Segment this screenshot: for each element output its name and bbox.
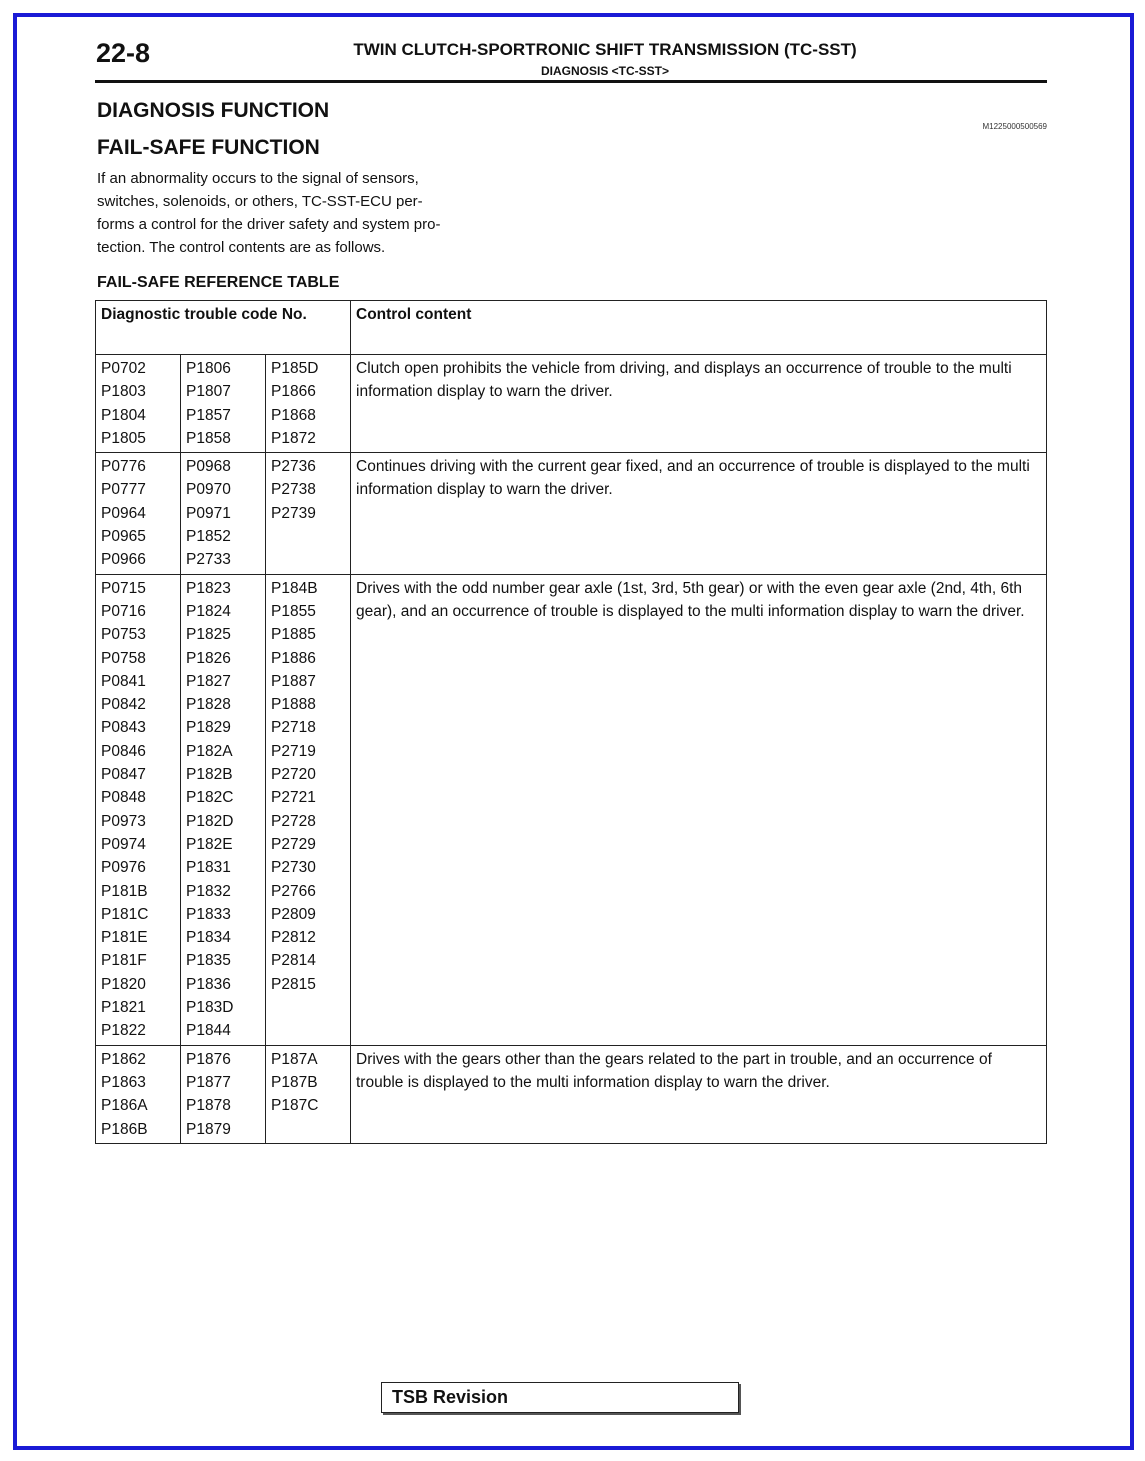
dtc-code: P1806 — [186, 360, 231, 377]
dtc-code: P2812 — [271, 929, 316, 947]
dtc-code-cell — [181, 574, 266, 1045]
dtc-code: P181F — [101, 952, 147, 970]
dtc-code-cell — [96, 355, 181, 453]
intro-line: tection. The control contents are as follows. — [97, 239, 386, 256]
dtc-code: P2720 — [271, 766, 316, 784]
dtc-code: P0971 — [186, 504, 231, 522]
dtc-code: P182A — [186, 742, 233, 760]
dtc-code-cell — [181, 453, 266, 574]
dtc-code: P186B — [101, 1120, 148, 1138]
table-title: FAIL-SAFE REFERENCE TABLE — [97, 274, 340, 291]
dtc-code: P1834 — [186, 929, 231, 947]
dtc-code: P1820 — [101, 975, 146, 993]
document-id: M1225000500569 — [982, 122, 1047, 131]
dtc-code: P1885 — [271, 626, 316, 644]
table-row — [96, 1045, 1047, 1143]
dtc-code: P187C — [271, 1097, 319, 1115]
table-row — [96, 355, 1047, 453]
dtc-code: P1803 — [101, 383, 146, 401]
dtc-code: P1828 — [186, 696, 231, 714]
dtc-code: P1887 — [271, 672, 316, 690]
dtc-code: P0964 — [101, 504, 146, 522]
dtc-code: P1822 — [101, 1022, 146, 1040]
intro-line: If an abnormality occurs to the signal of sensors, — [97, 170, 419, 187]
dtc-code: P181C — [101, 905, 149, 923]
dtc-code: P0758 — [101, 649, 146, 667]
dtc-code: P0715 — [101, 579, 146, 597]
dtc-code-cell — [266, 1045, 351, 1143]
dtc-code: P1833 — [186, 905, 231, 923]
dtc-code-cell — [96, 1045, 181, 1143]
dtc-code: P0841 — [101, 672, 146, 690]
dtc-code: P2733 — [186, 551, 231, 569]
dtc-code: P187B — [271, 1073, 318, 1091]
dtc-code: P1877 — [186, 1073, 231, 1091]
control-content-cell: Clutch open prohibits the vehicle from driving, and displays an occurrence of trouble to the multi information display to warn the driver. — [351, 355, 1047, 453]
dtc-code-cell — [266, 355, 351, 453]
dtc-code: P1825 — [186, 626, 231, 644]
dtc-code: P2815 — [271, 975, 316, 993]
dtc-code: P2766 — [271, 882, 316, 900]
dtc-code: P182B — [186, 766, 233, 784]
dtc-code: P2718 — [271, 719, 316, 737]
dtc-code: P0965 — [101, 528, 146, 546]
dtc-code: P0966 — [101, 551, 146, 569]
dtc-code: P181B — [101, 882, 148, 900]
dtc-code: P1863 — [101, 1073, 146, 1091]
dtc-code: P1855 — [271, 602, 316, 620]
dtc-code: P1866 — [271, 383, 316, 401]
dtc-code: P2814 — [271, 952, 316, 970]
dtc-code: P0753 — [101, 626, 146, 644]
dtc-code: P0847 — [101, 766, 146, 784]
dtc-code: P2719 — [271, 742, 316, 760]
dtc-code: P1852 — [186, 528, 231, 546]
header-dtc: Diagnostic trouble code No. — [96, 301, 351, 355]
dtc-code: P1888 — [271, 696, 316, 714]
dtc-code: P0843 — [101, 719, 146, 737]
page-number: 22-8 — [96, 38, 151, 68]
dtc-code: P1858 — [186, 429, 231, 447]
dtc-code: P2721 — [271, 789, 316, 807]
dtc-code: P0848 — [101, 789, 146, 807]
dtc-code: P1831 — [186, 859, 231, 877]
dtc-code: P1807 — [186, 383, 231, 401]
dtc-code: P182C — [186, 789, 234, 807]
table-row — [96, 453, 1047, 574]
dtc-code: P181E — [101, 929, 148, 947]
section-title: DIAGNOSIS FUNCTION — [97, 99, 330, 122]
dtc-code-cell — [96, 453, 181, 574]
table-body — [96, 355, 1047, 1144]
dtc-code: P0842 — [101, 696, 146, 714]
dtc-code-cell — [181, 355, 266, 453]
dtc-code: P1826 — [186, 649, 231, 667]
dtc-code: P2739 — [271, 504, 316, 522]
tsb-revision-box: TSB Revision — [381, 1382, 739, 1413]
control-content-cell: Drives with the gears other than the gears related to the part in trouble, and an occurrence of trouble is displayed to the multi information display to warn the driver. — [351, 1045, 1047, 1143]
intro-paragraph — [97, 167, 557, 259]
dtc-code: P0976 — [101, 859, 146, 877]
dtc-code: P2728 — [271, 812, 316, 830]
dtc-code: P1827 — [186, 672, 231, 690]
intro-line: switches, solenoids, or others, TC-SST-ECU per- — [97, 193, 423, 210]
dtc-code: P0846 — [101, 742, 146, 760]
dtc-code: P185D — [271, 360, 319, 377]
dtc-code: P0702 — [101, 360, 146, 377]
dtc-code: P2729 — [271, 835, 316, 853]
dtc-code: P0716 — [101, 602, 146, 620]
dtc-code: P182E — [186, 835, 233, 853]
dtc-code: P1823 — [186, 579, 231, 597]
dtc-code: P1872 — [271, 429, 316, 447]
dtc-code: P1821 — [101, 999, 146, 1017]
dtc-code: P182D — [186, 812, 234, 830]
dtc-code: P0974 — [101, 835, 146, 853]
header-subtitle: DIAGNOSIS <TC-SST> — [540, 64, 670, 78]
dtc-code: P187A — [271, 1050, 318, 1068]
dtc-code: P183D — [186, 999, 234, 1017]
intro-line: forms a control for the driver safety and system pro- — [97, 216, 441, 233]
control-content-cell: Continues driving with the current gear fixed, and an occurrence of trouble is displayed to the multi information display to warn the driver. — [351, 453, 1047, 574]
dtc-code: P2736 — [271, 458, 316, 476]
dtc-code-cell — [181, 1045, 266, 1143]
table-row — [96, 574, 1047, 1045]
dtc-code: P1876 — [186, 1050, 231, 1068]
control-content-cell: Drives with the odd number gear axle (1st, 3rd, 5th gear) or with the even gear axle (2nd, 4th, 6th gear), and an occurrence of trouble is displayed to the multi information display to warn the driver. — [351, 574, 1047, 1045]
dtc-code: P0970 — [186, 481, 231, 499]
dtc-code: P1844 — [186, 1022, 231, 1040]
dtc-code: P1832 — [186, 882, 231, 900]
dtc-code: P1879 — [186, 1120, 231, 1138]
header-control-content: Control content — [351, 301, 1047, 355]
header-title: TWIN CLUTCH-SPORTRONIC SHIFT TRANSMISSION (TC-SST) — [353, 40, 857, 59]
dtc-code: P1804 — [101, 406, 146, 424]
dtc-code: P1829 — [186, 719, 231, 737]
dtc-code: P1836 — [186, 975, 231, 993]
dtc-code: P1886 — [271, 649, 316, 667]
header-rule — [95, 80, 1047, 83]
dtc-code: P0776 — [101, 458, 146, 476]
fail-safe-reference-table — [95, 300, 1047, 1144]
dtc-code-cell — [266, 453, 351, 574]
dtc-code: P2730 — [271, 859, 316, 877]
dtc-code: P2738 — [271, 481, 316, 499]
dtc-code-cell — [266, 574, 351, 1045]
table-header-row — [96, 301, 1047, 355]
subsection-title: FAIL-SAFE FUNCTION — [97, 136, 320, 159]
dtc-code: P0973 — [101, 812, 146, 830]
dtc-code: P0777 — [101, 481, 146, 499]
dtc-code: P1835 — [186, 952, 231, 970]
dtc-code: P1805 — [101, 429, 146, 447]
dtc-code: P0968 — [186, 458, 231, 476]
dtc-code: P1868 — [271, 406, 316, 424]
dtc-code: P1857 — [186, 406, 231, 424]
dtc-code: P1824 — [186, 602, 231, 620]
dtc-code: P184B — [271, 579, 318, 597]
dtc-code: P186A — [101, 1097, 148, 1115]
dtc-code-cell — [96, 574, 181, 1045]
dtc-code: P1878 — [186, 1097, 231, 1115]
dtc-code: P1862 — [101, 1050, 146, 1068]
dtc-code: P2809 — [271, 905, 316, 923]
